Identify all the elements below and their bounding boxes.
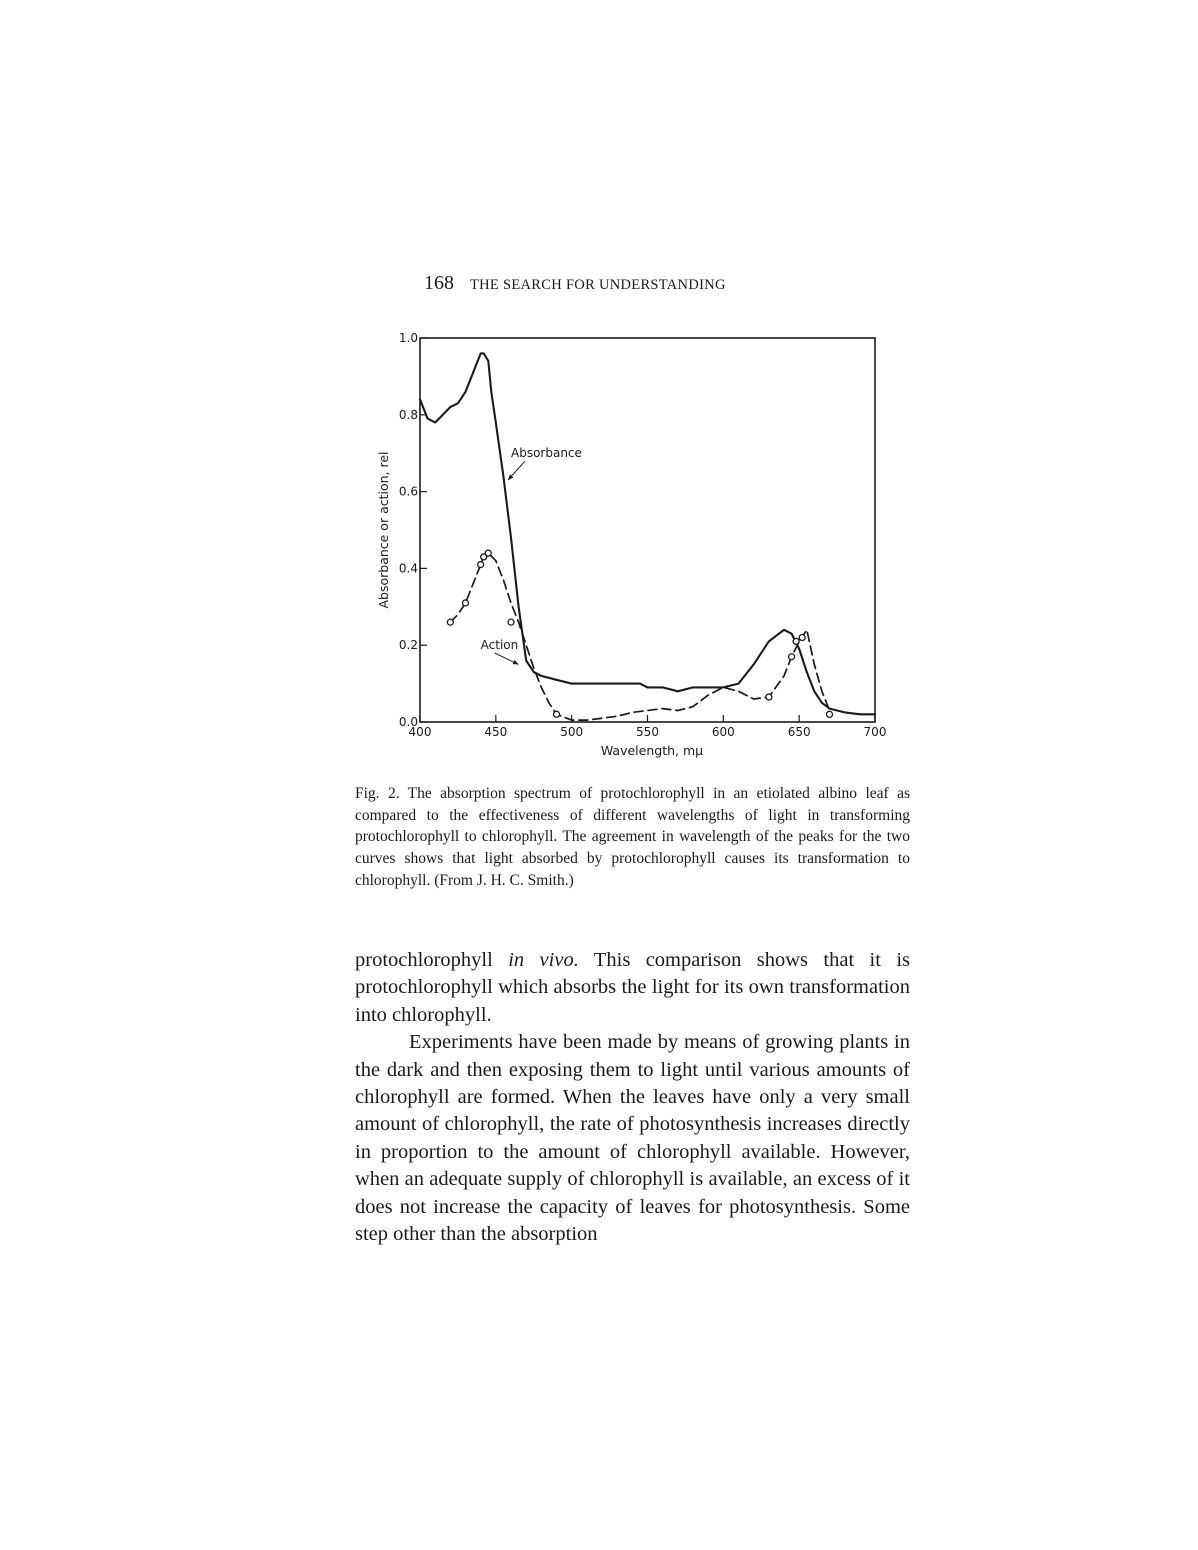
x-tick-label: 450 [484, 725, 508, 739]
x-axis-label: Wavelength, mμ [600, 743, 704, 758]
absorption-spectrum-chart [360, 325, 900, 765]
action-data-point [799, 635, 805, 641]
paragraph-2: Experiments have been made by means of growing plants in the dark and then exposing them to light until various amounts of chlorophyll are formed. When the leaves have only a very small amount of chlorophyll, the rate of photosynthesis increases directly in proportion to the amount of chlorophyll available. However, when an adequate supply of chlorophyll is available, an excess of it does not increase the capacity of leaves for photosynthesis. Some step other than the absorption [355, 1031, 910, 1246]
annotation-absorbance-label: Absorbance [511, 446, 582, 461]
action-data-point [793, 638, 799, 644]
x-tick-label: 600 [711, 725, 735, 739]
body-text [355, 947, 910, 1248]
x-tick-label: 500 [560, 725, 584, 739]
y-tick-label: 0.2 [398, 638, 418, 653]
action-data-point [789, 654, 795, 660]
running-header [424, 272, 726, 295]
y-tick-label: 0.8 [398, 407, 418, 422]
x-tick-label: 650 [787, 725, 811, 739]
plot-frame [420, 338, 875, 722]
annotation-action-label: Action [480, 638, 519, 653]
italic-phrase: in vivo. [508, 949, 579, 971]
x-tick-label: 700 [863, 725, 887, 739]
action-data-point [478, 562, 484, 568]
page-number: 168 [424, 272, 454, 294]
x-tick-label: 550 [636, 725, 659, 739]
y-tick-label: 0.6 [398, 484, 418, 499]
paragraph-1-lead: protochlorophyll [355, 949, 493, 971]
action-data-point [508, 619, 514, 625]
action-data-point [554, 711, 560, 717]
series-action-line [450, 553, 829, 720]
y-tick-label: 0.0 [398, 715, 418, 729]
paragraph-1-rest: This comparison shows that it is protochlorophyll which absorbs the light for its own transformation into chlorophyll. [355, 949, 911, 1026]
y-tick-label: 0.4 [398, 561, 418, 576]
x-tick-label: 400 [408, 725, 432, 739]
paragraph-1 [355, 947, 910, 1029]
action-data-point [766, 694, 772, 700]
figure-caption: Fig. 2. The absorption spectrum of protochlorophyll in an etiolated albino leaf as compared to the effectiveness of different wavelengths of light in transforming protochlorophyll to chlorophyll. The agreement in wavelength of the peaks for the two curves shows that light absorbed by protochlorophyll causes its transformation to chlorophyll. (From J. H. C. Smith.) [355, 785, 910, 889]
running-title: THE SEARCH FOR UNDERSTANDING [470, 277, 726, 293]
series-absorbance-line [420, 353, 875, 714]
action-data-point [463, 600, 469, 606]
action-data-point [485, 550, 491, 556]
action-data-point [827, 711, 833, 717]
y-axis-label: Absorbance or action, rel [376, 451, 391, 609]
action-data-point [447, 619, 453, 625]
y-tick-label: 1.0 [398, 331, 418, 345]
